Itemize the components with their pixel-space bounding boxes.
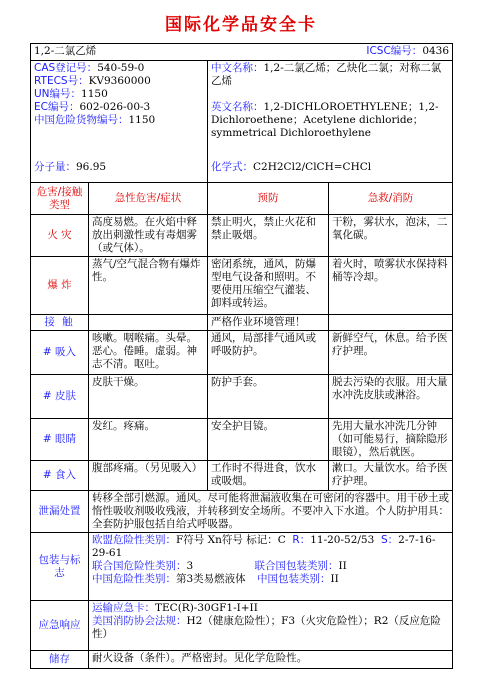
en-name-label: 英文名称： (211, 101, 264, 113)
storage-text: 耐火设备（条件）。严格密封。见化学危险性。 (89, 651, 453, 669)
nfpa-label: 美国消防协会法规： (92, 615, 187, 627)
transport-card-label: 运输应急卡： (92, 602, 155, 614)
spill-label: 泄漏处置 (31, 491, 89, 533)
r-label: R： (292, 534, 311, 546)
row-symptom (89, 315, 208, 331)
cas-value: 540-59-0 (97, 62, 145, 74)
col-header-symptom: 急性危害/症状 (89, 183, 208, 215)
row-first-aid: 先用大量水冲洗几分钟（如可能易行，摘除隐形眼镜），然后就医。 (329, 419, 453, 461)
row-type: # 食入 (31, 461, 89, 491)
row-symptom: 咳嗽。咽喉痛。头晕。恶心。倦睡。虚弱。神志不清。呕吐。 (89, 331, 208, 375)
row-first-aid: 漱口。大量饮水。给予医疗护理。 (329, 461, 453, 491)
un-label: UN编号： (34, 88, 82, 100)
nfpa-value: H2（健康危险性）；F3（火灾危险性）；R2（反应危险性） (92, 615, 441, 640)
row-prevention: 防护手套。 (208, 375, 329, 419)
un-value: 1150 (81, 88, 108, 100)
eu-label: 欧盟危险性类别： (92, 534, 176, 546)
row-symptom: 皮肤干燥。 (89, 375, 208, 419)
card-table (30, 43, 453, 669)
col-header-first-aid: 急救/消防 (329, 183, 453, 215)
un-hazard-value: 3 (186, 560, 194, 572)
row-type: # 吸入 (31, 331, 89, 375)
emergency-label: 应急响应 (31, 601, 89, 651)
cn-name-value: 1,2-二氯乙烯；乙炔化二氯；对称二氯乙烯 (211, 62, 442, 87)
id-block (31, 61, 208, 183)
ec-value: 602-026-00-3 (79, 101, 151, 113)
row-prevention: 禁止明火，禁止火花和禁止吸烟。 (208, 215, 329, 257)
r-value: 11-20-52/53 (310, 534, 375, 546)
row-symptom: 高度易燃。在火焰中释放出刺激性或有毒烟雾（或气体）。 (89, 215, 208, 257)
en-name-value: 1,2-DICHLOROETHYLENE；1,2-Dichloroethene；Acetylene dichloride；symmetrical Dichloroethylene (211, 101, 439, 139)
s-label: S： (380, 534, 399, 546)
row-prevention: 安全护目镜。 (208, 419, 329, 461)
un-hazard-label: 联合国危险性类别： (92, 560, 187, 572)
row-type: 爆 炸 (31, 257, 89, 315)
emergency-block (89, 601, 453, 651)
row-prevention: 工作时不得进食，饮水或吸烟。 (208, 461, 329, 491)
row-prevention: 通风，局部排气通风或呼吸防护。 (208, 331, 329, 375)
mw-value: 96.95 (76, 161, 107, 173)
table-row (31, 331, 453, 375)
row-symptom: 腹部疼痛。（另见吸入） (89, 461, 208, 491)
row-symptom: 发红。疼痛。 (89, 419, 208, 461)
cn-number-label: 中国危险货物编号： (34, 114, 129, 126)
cn-danger-label: 中国危险性类别： (92, 573, 176, 585)
icsc-label: ICSC编号： (366, 45, 423, 57)
row-prevention: 密闭系统，通风，防爆型电气设备和照明。不要使用压缩空气灌装、卸料或转运。 (208, 257, 329, 315)
card-title: 国际化学品安全卡 (165, 15, 317, 35)
pack-block (89, 533, 453, 601)
cn-danger-value: 第3类易燃液体 (176, 573, 246, 585)
row-type: # 皮肤 (31, 375, 89, 419)
cas-label: CAS登记号： (34, 62, 98, 74)
rtecs-value: KV9360000 (88, 75, 151, 87)
table-row (31, 419, 453, 461)
table-row (31, 315, 453, 331)
pack-label: 包装与标志 (31, 533, 89, 601)
chemical-name: 1,2-二氯乙烯 (34, 45, 97, 57)
col-header-type: 危害/接触类型 (31, 183, 89, 215)
table-row (31, 257, 453, 315)
table-row (31, 461, 453, 491)
col-header-prevention: 预防 (208, 183, 329, 215)
icsc-value: 0436 (422, 45, 450, 57)
row-prevention: 严格作业环境管理！ (208, 315, 329, 331)
cn-number-value: 1150 (128, 114, 156, 126)
storage-label: 储存 (31, 651, 89, 669)
transport-card-value: TEC(R)-30GF1-I+II (155, 602, 258, 614)
row-first-aid: 脱去污染的衣服。用大量水冲洗皮肤或淋浴。 (329, 375, 453, 419)
cn-pack-label: 中国包装类别： (257, 573, 331, 585)
table-row (31, 375, 453, 419)
name-row (31, 44, 453, 61)
cn-name-label: 中文名称： (211, 62, 264, 74)
cn-pack-value: II (330, 573, 339, 585)
row-first-aid: 着火时，喷雾状水保持料桶等冷却。 (329, 257, 453, 315)
safety-card (30, 43, 452, 684)
row-first-aid (329, 315, 453, 331)
row-type: 火 灾 (31, 215, 89, 257)
row-type: # 眼睛 (31, 419, 89, 461)
spill-text: 转移全部引燃源。通风。尽可能将泄漏液收集在可密闭的容器中。用干砂土或惰性吸收剂吸收残液，并转移到安全场所。不要冲入下水道。个人防护用具：全套防护服包括自给式呼吸器。 (89, 491, 453, 533)
row-first-aid: 干粉，雾状水，泡沫，二氧化碳。 (329, 215, 453, 257)
formula-label: 化学式： (211, 161, 253, 173)
row-first-aid: 新鲜空气，休息。给予医疗护理。 (329, 331, 453, 375)
names-block (208, 61, 453, 183)
un-pack-value: II (338, 560, 347, 572)
rtecs-label: RTECS号： (34, 75, 89, 87)
eu-value: F符号 Xn符号 标记：C (176, 534, 286, 546)
s-value: 2-7-16-29-61 (92, 534, 436, 559)
row-symptom: 蒸气/空气混合物有爆炸性。 (89, 257, 208, 315)
formula-value: C2H2Cl2/ClCH=CHCl (253, 161, 372, 173)
mw-label: 分子量： (34, 161, 76, 173)
un-pack-label: 联合国包装类别： (254, 560, 339, 572)
row-type: 接 触 (31, 315, 89, 331)
table-row (31, 215, 453, 257)
ec-label: EC编号： (34, 101, 80, 113)
